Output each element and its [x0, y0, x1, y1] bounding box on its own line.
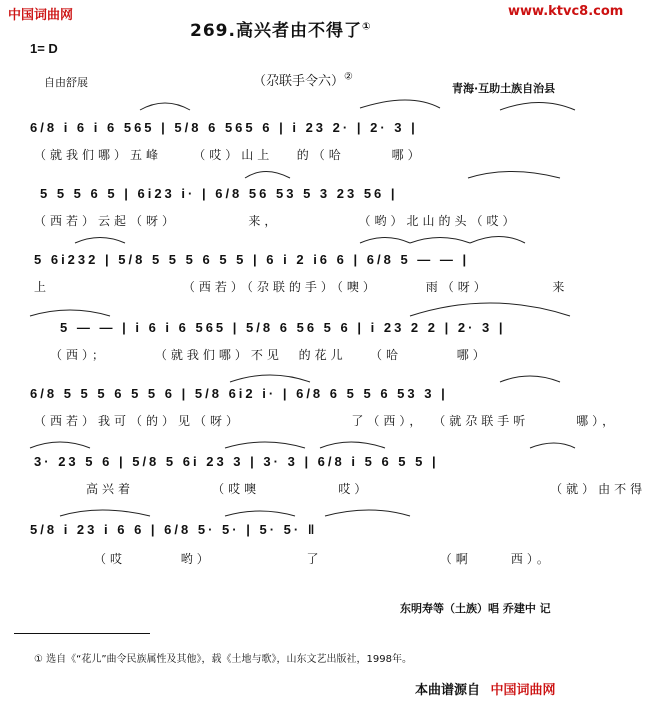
note-group: 3· — [34, 454, 52, 469]
lyric: （哈 — [370, 348, 403, 362]
barline: ‖ — [307, 522, 318, 537]
note-group: 5 6i232 — [34, 252, 99, 267]
lyric: 来， — [248, 214, 281, 228]
stave-3-lyrics — [34, 278, 568, 295]
lyric: 了 — [306, 552, 323, 566]
note-group: 56 53 5 3 23 56 — [248, 186, 385, 201]
note-group: 23 5 6 — [58, 454, 113, 469]
time-signature: | 6/8 — [150, 522, 192, 537]
stave-5-notes — [30, 386, 448, 401]
time-signature: 5/8 — [30, 522, 58, 537]
stave-7-lyrics — [94, 550, 553, 567]
stave-6-notes — [34, 454, 439, 469]
lyric: （哎 — [94, 552, 127, 566]
stave-2-lyrics — [34, 212, 519, 229]
lyric: （啊 — [439, 552, 472, 566]
time-signature: | 6/8 — [353, 252, 394, 267]
lyric: 雨（呀） — [425, 280, 490, 294]
note-group: 5 6i 23 3 — [165, 454, 244, 469]
note-group: 5 — — — [400, 252, 456, 267]
lyric: （就我们哪）五峰 — [34, 148, 163, 162]
barline: | — [432, 454, 439, 469]
watermark-site-name: 中国词曲网 — [8, 8, 74, 23]
barline: | — [441, 386, 448, 401]
note-group: 5· 5· — [197, 522, 240, 537]
note-group: 5 5 5 6 5 — [40, 186, 118, 201]
tempo-marking: 自由舒展 — [44, 76, 88, 89]
stave-6-lyrics — [86, 480, 646, 497]
note-group: i 5 6 5 5 — [351, 454, 426, 469]
lyric: 哪） — [391, 148, 424, 162]
footnote: ① 选自《“花儿”曲令民族属性及其他》，载《土地与歌》，山东文艺出版社，1998年。 — [34, 654, 412, 665]
lyric: 上 — [34, 280, 51, 294]
note-group: 5 — — — [60, 320, 116, 335]
note-group: | 2· 3 — [444, 320, 493, 335]
barline: | — [411, 120, 418, 135]
note-group: | i 23 2 2 — [357, 320, 438, 335]
title-footnote-mark: ① — [361, 21, 372, 33]
time-signature: | 6/8 — [304, 454, 345, 469]
lyric: （哎）山上 — [193, 148, 274, 162]
lyric: 的花儿 — [298, 348, 347, 362]
barline: | — [498, 320, 506, 335]
lyric: （就我们哪）不见 — [154, 348, 283, 362]
lyric: 西）。 — [510, 552, 553, 566]
time-signature: | 5/8 — [118, 454, 160, 469]
stave-1-lyrics — [34, 146, 424, 163]
note-group: 5 5 5 6 5 5 6 — [63, 386, 175, 401]
time-signature: 6/8 — [30, 120, 58, 135]
note-group: | i 6 i 6 565 — [122, 320, 227, 335]
note-group: | 6i23 i· — [124, 186, 196, 201]
footnote-divider — [14, 633, 150, 634]
stave-1-notes — [30, 120, 418, 135]
note-group: i 6 i 6 565 — [63, 120, 155, 135]
song-origin: 青海·互助土族自治县 — [452, 82, 556, 95]
note-group: i· — [262, 386, 277, 401]
subtitle-footnote-mark: ② — [344, 71, 353, 83]
note-group: | 5· 5· — [246, 522, 302, 537]
note-group: | 3· 3 — [250, 454, 298, 469]
lyric: 高兴着 — [86, 482, 135, 496]
note-group: 6 56 5 6 — [279, 320, 351, 335]
note-group: 5 5 5 6 5 5 — [151, 252, 247, 267]
lyric: （西若）云起（呀） — [34, 214, 179, 228]
stave-4-lyrics — [50, 346, 489, 363]
lyric: （哟）北山的头（哎） — [358, 214, 519, 228]
time-signature: 6/8 — [30, 386, 58, 401]
note-group: | 6 i 2 i6 6 — [253, 252, 347, 267]
footer-source — [415, 679, 556, 698]
time-signature: | 5/8 — [105, 252, 146, 267]
key-signature: 1= D — [30, 41, 58, 56]
barline: | — [462, 252, 470, 267]
lyric: 哎） — [338, 482, 371, 496]
time-signature: | 5/8 — [232, 320, 274, 335]
time-signature: | 5/8 — [161, 120, 202, 135]
lyric: 哟） — [180, 552, 213, 566]
stave-5-lyrics — [34, 412, 618, 429]
lyric: 来 — [552, 280, 569, 294]
stave-4-notes — [60, 320, 506, 335]
stave-3-notes — [34, 252, 469, 267]
lyric: 的（哈 — [296, 148, 345, 162]
note-group: i 23 i 6 6 — [63, 522, 145, 537]
lyric: （西若）（尕联的手）（噢） — [182, 280, 379, 294]
time-signature: | 6/8 — [282, 386, 324, 401]
barline: | — [390, 186, 398, 201]
lyric: 哪）， — [576, 414, 619, 428]
lyric: （哎噢 — [212, 482, 261, 496]
watermark-site-url: www.ktvc8.com — [508, 4, 624, 19]
stave-2-notes — [40, 186, 398, 201]
time-signature: | 6/8 — [201, 186, 243, 201]
footer-site-name[interactable]: 中国词曲网 — [490, 683, 556, 698]
note-group: 6i2 — [228, 386, 256, 401]
song-title-text: 269.高兴者由不得了 — [190, 21, 362, 41]
lyric: （就）由不得 — [550, 482, 646, 496]
note-group: | 2· 3 — [356, 120, 405, 135]
note-group: | i 23 2· — [279, 120, 351, 135]
note-group: 6 5 5 6 53 3 — [329, 386, 435, 401]
lyric: 哪） — [456, 348, 489, 362]
lyric: （西若）我可（的）见（呀） — [34, 414, 243, 428]
subtitle-text: （尕联手令六） — [253, 74, 345, 89]
time-signature: | 5/8 — [181, 386, 222, 401]
note-group: 6 565 6 — [208, 120, 273, 135]
performer-credit: 东明寿等（土族）唱 乔建中 记 — [400, 602, 551, 615]
lyric: （就尕联手听 — [433, 414, 530, 428]
stave-7-notes — [30, 522, 317, 537]
footer-source-label: 本曲谱源自 — [415, 683, 481, 698]
lyric: （西）； — [50, 348, 109, 362]
lyric: 了（西）， — [351, 414, 426, 428]
